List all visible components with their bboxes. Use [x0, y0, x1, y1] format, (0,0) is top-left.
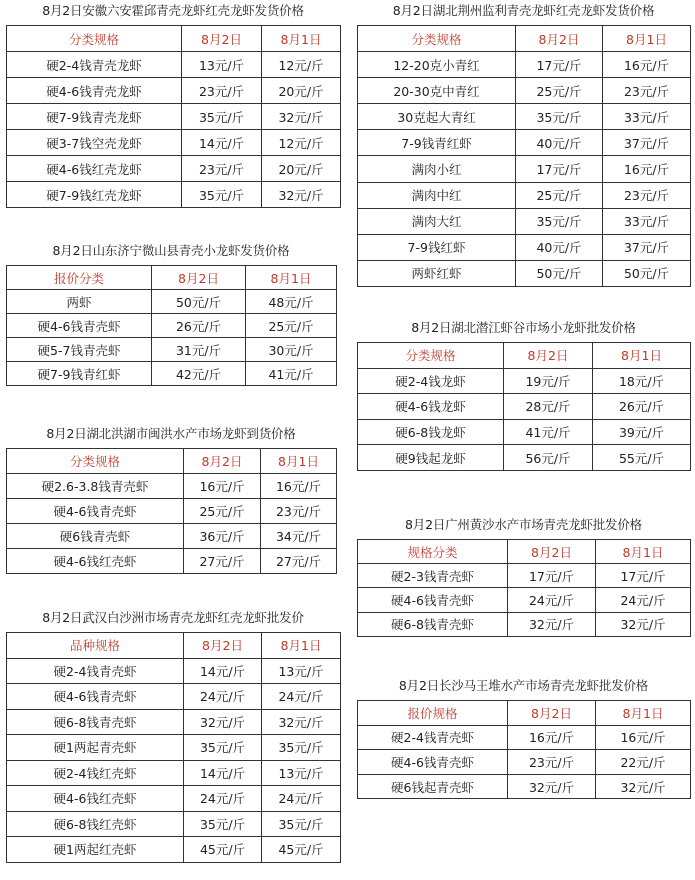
cell-price-aug2: 23元/斤	[508, 750, 596, 775]
cell-spec: 硬4-6钱红壳龙虾	[7, 156, 182, 182]
table-row	[358, 368, 691, 394]
cell-price-aug1: 16元/斤	[603, 156, 691, 182]
cell-price-aug1: 39元/斤	[593, 419, 691, 445]
cell-spec: 硬4-6钱青壳虾	[7, 499, 184, 524]
cell-price-aug2: 50元/斤	[516, 260, 603, 286]
cell-price-aug2: 35元/斤	[516, 208, 603, 234]
header-category: 分类规格	[7, 449, 184, 474]
cell-spec: 硬7-9钱红壳龙虾	[7, 182, 182, 208]
cell-price-aug2: 19元/斤	[504, 368, 593, 394]
cell-price-aug1: 20元/斤	[262, 156, 341, 182]
cell-price-aug2: 17元/斤	[516, 52, 603, 78]
table-row	[7, 104, 341, 130]
cell-price-aug2: 25元/斤	[516, 78, 603, 104]
header-aug2: 8月2日	[516, 26, 603, 52]
cell-price-aug2: 45元/斤	[184, 837, 262, 863]
table-row	[7, 362, 337, 386]
table-row	[7, 290, 337, 314]
table-row	[358, 78, 691, 104]
cell-spec: 30克起大青红	[358, 104, 516, 130]
table-block-anhui-huoqiu	[6, 3, 340, 208]
price-table	[6, 632, 341, 863]
header-aug2: 8月2日	[508, 540, 596, 564]
header-category: 分类规格	[358, 26, 516, 52]
cell-spec: 硬4-6钱青壳龙虾	[7, 78, 182, 104]
cell-price-aug2: 23元/斤	[182, 156, 262, 182]
cell-spec: 硬4-6钱青壳虾	[7, 684, 184, 710]
cell-spec: 12-20克小青红	[358, 52, 516, 78]
header-aug1: 8月1日	[262, 26, 341, 52]
table-row	[358, 612, 691, 636]
cell-spec: 硬7-9钱青红虾	[7, 362, 152, 386]
cell-price-aug2: 13元/斤	[182, 52, 262, 78]
price-table	[6, 448, 337, 574]
header-aug1: 8月1日	[262, 633, 341, 659]
table-row	[7, 474, 337, 499]
table-row	[358, 130, 691, 156]
cell-spec: 硬1两起青壳虾	[7, 735, 184, 761]
header-aug2: 8月2日	[182, 26, 262, 52]
cell-spec: 两虾红虾	[358, 260, 516, 286]
table-row	[358, 52, 691, 78]
table-row	[358, 588, 691, 612]
cell-price-aug2: 28元/斤	[504, 394, 593, 420]
cell-price-aug2: 14元/斤	[184, 658, 262, 684]
cell-price-aug2: 42元/斤	[152, 362, 246, 386]
header-aug2: 8月2日	[184, 449, 261, 474]
table-header-row	[7, 449, 337, 474]
cell-price-aug1: 55元/斤	[593, 445, 691, 471]
cell-price-aug2: 35元/斤	[516, 104, 603, 130]
table-title: 8月2日湖北洪湖市闽洪水产市场龙虾到货价格	[46, 426, 296, 441]
table-block-shandong-weishan	[6, 243, 336, 386]
cell-price-aug2: 40元/斤	[516, 130, 603, 156]
table-title: 8月2日广州黄沙水产市场青壳龙虾批发价格	[405, 517, 642, 532]
table-row	[358, 156, 691, 182]
table-title: 8月2日武汉白沙洲市场青壳龙虾红壳龙虾批发价	[42, 610, 304, 625]
cell-price-aug1: 12元/斤	[262, 52, 341, 78]
table-row	[7, 52, 341, 78]
table-header-row	[358, 540, 691, 564]
table-row	[7, 338, 337, 362]
cell-price-aug2: 31元/斤	[152, 338, 246, 362]
header-category: 报价规格	[358, 701, 508, 726]
cell-price-aug2: 14元/斤	[182, 130, 262, 156]
cell-spec: 硬4-6钱青壳虾	[7, 314, 152, 338]
cell-price-aug2: 24元/斤	[508, 588, 596, 612]
header-aug2: 8月2日	[504, 343, 593, 369]
cell-price-aug1: 23元/斤	[603, 182, 691, 208]
cell-price-aug2: 16元/斤	[184, 474, 261, 499]
table-header-row	[7, 633, 341, 659]
header-category: 品种规格	[7, 633, 184, 659]
table-row	[358, 234, 691, 260]
header-aug1: 8月1日	[603, 26, 691, 52]
table-row	[358, 445, 691, 471]
table-block-hubei-qianjiang	[357, 320, 690, 471]
cell-price-aug2: 50元/斤	[152, 290, 246, 314]
cell-price-aug2: 35元/斤	[182, 104, 262, 130]
table-row	[7, 549, 337, 574]
table-block-changsha-mawangdui	[357, 678, 690, 799]
header-category: 报价分类	[7, 266, 152, 290]
cell-price-aug1: 32元/斤	[596, 612, 691, 636]
cell-spec: 硬6钱青壳虾	[7, 524, 184, 549]
cell-price-aug2: 27元/斤	[184, 549, 261, 574]
cell-price-aug1: 45元/斤	[262, 837, 341, 863]
price-table	[357, 25, 691, 287]
cell-price-aug1: 32元/斤	[596, 774, 691, 799]
cell-price-aug1: 27元/斤	[261, 549, 337, 574]
cell-price-aug1: 37元/斤	[603, 234, 691, 260]
cell-price-aug2: 23元/斤	[182, 78, 262, 104]
cell-spec: 7-9钱红虾	[358, 234, 516, 260]
cell-price-aug1: 16元/斤	[603, 52, 691, 78]
cell-price-aug1: 37元/斤	[603, 130, 691, 156]
table-row	[7, 78, 341, 104]
table-block-hubei-jianli	[357, 3, 690, 287]
cell-price-aug2: 24元/斤	[184, 684, 262, 710]
table-header-row	[7, 26, 341, 52]
header-aug1: 8月1日	[246, 266, 337, 290]
cell-price-aug1: 24元/斤	[262, 684, 341, 710]
cell-price-aug1: 12元/斤	[262, 130, 341, 156]
cell-price-aug1: 16元/斤	[596, 725, 691, 750]
cell-price-aug1: 13元/斤	[262, 658, 341, 684]
cell-spec: 硬3-7钱空壳龙虾	[7, 130, 182, 156]
cell-price-aug1: 13元/斤	[262, 760, 341, 786]
cell-price-aug2: 56元/斤	[504, 445, 593, 471]
cell-price-aug2: 16元/斤	[508, 725, 596, 750]
cell-spec: 硬7-9钱青壳龙虾	[7, 104, 182, 130]
table-row	[7, 811, 341, 837]
table-row	[7, 684, 341, 710]
cell-spec: 硬4-6钱青壳虾	[358, 750, 508, 775]
cell-spec: 满肉中红	[358, 182, 516, 208]
cell-price-aug2: 26元/斤	[152, 314, 246, 338]
cell-spec: 硬9钱起龙虾	[358, 445, 504, 471]
cell-price-aug2: 25元/斤	[184, 499, 261, 524]
table-title: 8月2日山东济宁微山县青壳小龙虾发货价格	[52, 243, 290, 258]
cell-price-aug1: 23元/斤	[603, 78, 691, 104]
cell-price-aug2: 41元/斤	[504, 419, 593, 445]
cell-price-aug1: 17元/斤	[596, 564, 691, 588]
table-row	[358, 725, 691, 750]
cell-price-aug2: 24元/斤	[184, 786, 262, 812]
cell-price-aug2: 40元/斤	[516, 234, 603, 260]
cell-spec: 两虾	[7, 290, 152, 314]
price-table	[6, 25, 341, 208]
header-aug2: 8月2日	[184, 633, 262, 659]
header-aug2: 8月2日	[508, 701, 596, 726]
cell-price-aug1: 24元/斤	[596, 588, 691, 612]
table-row	[358, 394, 691, 420]
table-header-row	[358, 26, 691, 52]
cell-price-aug1: 34元/斤	[261, 524, 337, 549]
table-row	[358, 104, 691, 130]
table-block-guangzhou-huangsha	[357, 517, 690, 637]
cell-spec: 硬2-4钱青壳虾	[7, 658, 184, 684]
price-table	[357, 700, 691, 799]
cell-spec: 满肉大红	[358, 208, 516, 234]
price-table	[357, 342, 691, 471]
cell-spec: 7-9钱青红虾	[358, 130, 516, 156]
cell-spec: 硬6钱起青壳虾	[358, 774, 508, 799]
table-row	[7, 524, 337, 549]
cell-spec: 硬2-4钱红壳虾	[7, 760, 184, 786]
table-row	[358, 182, 691, 208]
header-category: 规格分类	[358, 540, 508, 564]
cell-price-aug1: 26元/斤	[593, 394, 691, 420]
cell-price-aug2: 32元/斤	[508, 774, 596, 799]
table-row	[7, 499, 337, 524]
cell-spec: 硬2-4钱青壳虾	[358, 725, 508, 750]
cell-spec: 硬4-6钱龙虾	[358, 394, 504, 420]
cell-price-aug1: 33元/斤	[603, 104, 691, 130]
header-aug2: 8月2日	[152, 266, 246, 290]
table-row	[7, 658, 341, 684]
price-table	[6, 265, 337, 386]
cell-price-aug1: 16元/斤	[261, 474, 337, 499]
table-row	[7, 760, 341, 786]
cell-price-aug2: 17元/斤	[516, 156, 603, 182]
cell-price-aug1: 48元/斤	[246, 290, 337, 314]
cell-spec: 硬6-8钱红壳虾	[7, 811, 184, 837]
table-header-row	[358, 701, 691, 726]
cell-price-aug2: 14元/斤	[184, 760, 262, 786]
table-block-wuhan-baishazhou	[6, 610, 340, 863]
cell-price-aug2: 32元/斤	[184, 709, 262, 735]
cell-spec: 硬2.6-3.8钱青壳虾	[7, 474, 184, 499]
cell-price-aug2: 35元/斤	[182, 182, 262, 208]
cell-price-aug2: 17元/斤	[508, 564, 596, 588]
header-aug1: 8月1日	[596, 701, 691, 726]
table-block-hubei-honghu	[6, 426, 336, 574]
header-aug1: 8月1日	[593, 343, 691, 369]
table-title: 8月2日湖北潜江虾谷市场小龙虾批发价格	[411, 320, 636, 335]
table-row	[358, 419, 691, 445]
table-row	[7, 837, 341, 863]
table-row	[358, 260, 691, 286]
cell-price-aug2: 35元/斤	[184, 735, 262, 761]
table-row	[7, 735, 341, 761]
cell-spec: 硬2-4钱龙虾	[358, 368, 504, 394]
table-row	[7, 314, 337, 338]
table-row	[7, 182, 341, 208]
table-row	[7, 786, 341, 812]
cell-price-aug1: 33元/斤	[603, 208, 691, 234]
table-row	[7, 130, 341, 156]
header-category: 分类规格	[7, 26, 182, 52]
cell-price-aug1: 35元/斤	[262, 811, 341, 837]
price-table	[357, 539, 691, 637]
cell-price-aug2: 35元/斤	[184, 811, 262, 837]
cell-spec: 硬6-8钱青壳虾	[7, 709, 184, 735]
cell-price-aug1: 24元/斤	[262, 786, 341, 812]
table-title: 8月2日长沙马王堆水产市场青壳龙虾批发价格	[398, 678, 649, 693]
cell-price-aug1: 50元/斤	[603, 260, 691, 286]
cell-price-aug1: 25元/斤	[246, 314, 337, 338]
cell-price-aug1: 30元/斤	[246, 338, 337, 362]
table-row	[7, 156, 341, 182]
cell-price-aug1: 35元/斤	[262, 735, 341, 761]
cell-spec: 硬4-6钱红壳虾	[7, 786, 184, 812]
cell-price-aug2: 25元/斤	[516, 182, 603, 208]
cell-spec: 硬6-8钱青壳虾	[358, 612, 508, 636]
table-row	[358, 774, 691, 799]
table-row	[7, 709, 341, 735]
table-title: 8月2日湖北荆州监利青壳龙虾红壳龙虾发货价格	[392, 3, 655, 18]
cell-price-aug1: 18元/斤	[593, 368, 691, 394]
table-title: 8月2日安徽六安霍邱青壳龙虾红壳龙虾发货价格	[42, 3, 304, 18]
cell-spec: 硬2-4钱青壳龙虾	[7, 52, 182, 78]
cell-spec: 硬4-6钱青壳虾	[358, 588, 508, 612]
table-row	[358, 208, 691, 234]
header-aug1: 8月1日	[596, 540, 691, 564]
table-header-row	[358, 343, 691, 369]
cell-spec: 20-30克中青红	[358, 78, 516, 104]
cell-price-aug1: 23元/斤	[261, 499, 337, 524]
cell-price-aug2: 36元/斤	[184, 524, 261, 549]
header-category: 分类规格	[358, 343, 504, 369]
cell-spec: 满肉小红	[358, 156, 516, 182]
cell-price-aug1: 32元/斤	[262, 104, 341, 130]
cell-price-aug2: 32元/斤	[508, 612, 596, 636]
cell-price-aug1: 32元/斤	[262, 182, 341, 208]
cell-price-aug1: 20元/斤	[262, 78, 341, 104]
cell-price-aug1: 32元/斤	[262, 709, 341, 735]
header-aug1: 8月1日	[261, 449, 337, 474]
cell-price-aug1: 41元/斤	[246, 362, 337, 386]
cell-price-aug1: 22元/斤	[596, 750, 691, 775]
table-header-row	[7, 266, 337, 290]
cell-spec: 硬2-3钱青壳虾	[358, 564, 508, 588]
cell-spec: 硬5-7钱青壳虾	[7, 338, 152, 362]
cell-spec: 硬1两起红壳虾	[7, 837, 184, 863]
table-row	[358, 564, 691, 588]
cell-spec: 硬6-8钱龙虾	[358, 419, 504, 445]
table-row	[358, 750, 691, 775]
cell-spec: 硬4-6钱红壳虾	[7, 549, 184, 574]
